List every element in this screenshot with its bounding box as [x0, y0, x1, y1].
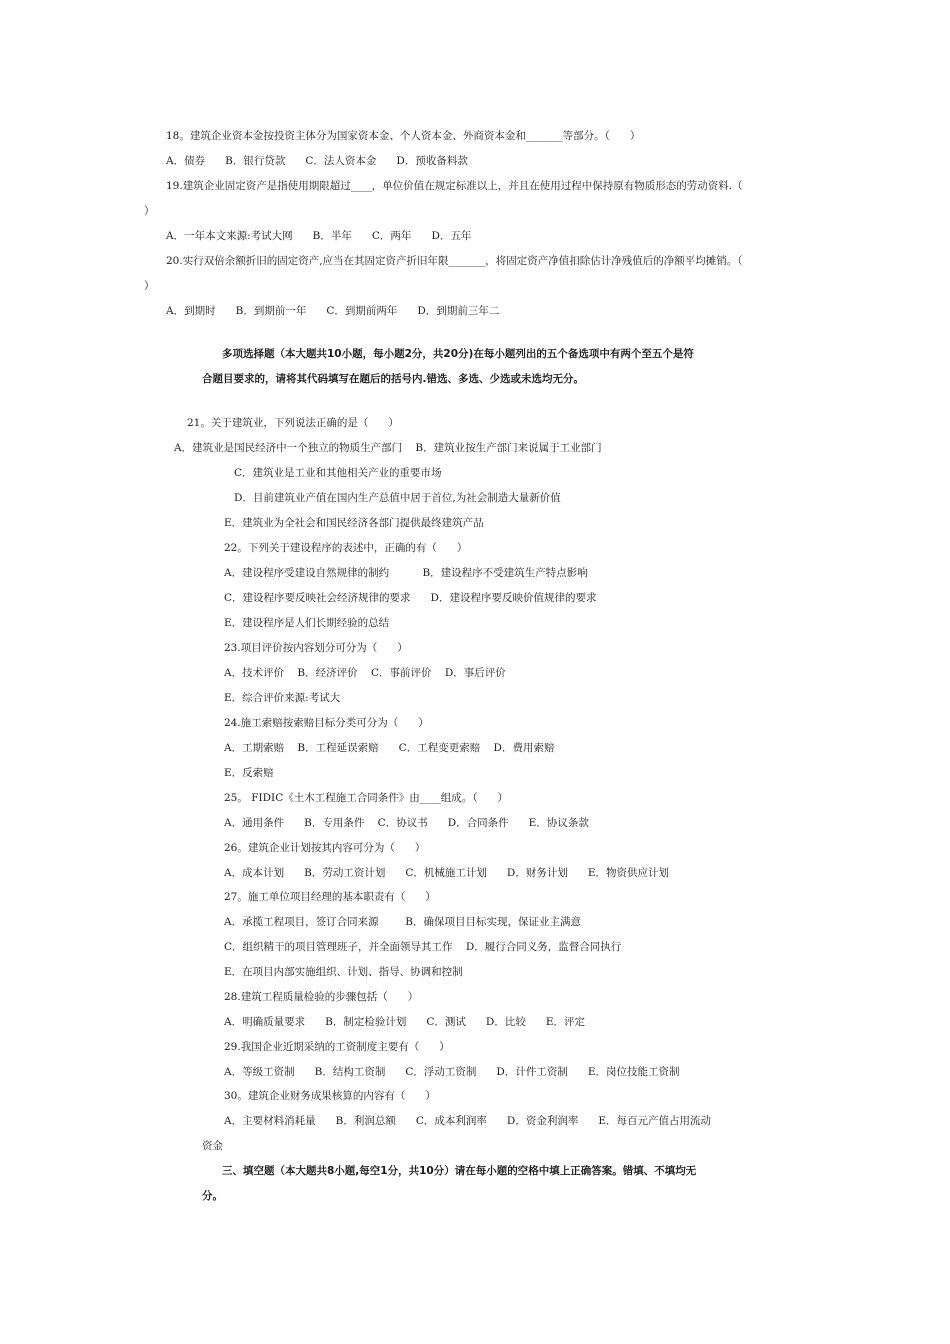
section-heading-multiple-choice-cont: 合题目要求的，请将其代码填写在题后的括号内.错选、多选、少选或未选均无分。 [202, 373, 584, 385]
section-heading-fill-blank-cont: 分。 [202, 1190, 223, 1202]
question-30: 30。建筑企业财务成果核算的内容有（ ） [224, 1090, 436, 1102]
question-24: 24.施工索赔按索赔目标分类可分为（ ） [224, 717, 429, 729]
question-22-option-cd: C．建设程序要反映社会经济规律的要求 D．建设程序要反映价值规律的要求 [224, 592, 597, 604]
question-27: 27。施工单位项目经理的基本职责有（ ） [224, 891, 436, 903]
question-26: 26。建筑企业计划按其内容可分为（ ） [224, 842, 426, 854]
question-28: 28.建筑工程质量检验的步骤包括（ ） [224, 991, 419, 1003]
question-21-option-c: C．建筑业是工业和其他相关产业的重要市场 [234, 467, 442, 479]
question-20: 20.实行双倍余额折旧的固定资产,应当在其固定资产折旧年限_______，将固定资产净值扣除估计净残值后的净额平均摊销。（ [166, 255, 743, 267]
question-27-option-cd: C．组织精干的项目管理班子，并全面领导其工作 D．履行合同义务，监督合同执行 [224, 941, 622, 953]
question-23-options: A．技术评价 B．经济评价 C．事前评价 D．事后评价 [224, 667, 506, 679]
section-heading-multiple-choice: 多项选择题（本大题共10小题，每小题2分，共20分)在每小题列出的五个备选项中有两个至五个是符 [222, 348, 694, 360]
question-22-option-ab: A．建设程序受建设自然规律的制约 B．建设程序不受建筑生产特点影响 [224, 567, 588, 579]
question-30-options-cont: 资金 [202, 1140, 223, 1152]
question-22: 22。下列关于建设程序的表述中，正确的有（ ） [224, 542, 468, 554]
question-21-option-d: D．目前建筑业产值在国内生产总值中居于首位,为社会制造大量新价值 [234, 492, 561, 504]
question-19-paren: ） [144, 205, 155, 217]
question-26-options: A．成本计划 B．劳动工资计划 C．机械施工计划 D．财务计划 E．物资供应计划 [224, 867, 670, 879]
question-21-option-ab: A．建筑业是国民经济中一个独立的物质生产部门 B．建筑业按生产部门来说属于工业部门 [174, 442, 602, 454]
question-20-paren: ） [144, 280, 155, 292]
question-19-options: A．一年本文来源:考试大网 B．半年 C．两年 D．五年 [166, 230, 472, 242]
question-25-options: A．通用条件 B．专用条件 C．协议书 D．合同条件 E．协议条款 [224, 817, 589, 829]
question-20-options: A．到期时 B．到期前一年 C．到期前两年 D．到期前三年二 [166, 305, 500, 317]
question-29: 29.我国企业近期采纳的工资制度主要有（ ） [224, 1041, 450, 1053]
question-22-option-e: E．建设程序是人们长期经验的总结 [224, 617, 390, 629]
question-19: 19.建筑企业固定资产是指使用期限超过____，单位价值在规定标准以上，并且在使用过程中保持原有物质形态的劳动资料.（ [166, 180, 743, 192]
question-24-option-e: E．反索赔 [224, 767, 274, 779]
section-heading-fill-blank: 三、填空题（本大题共8小题,每空1分，共10分）请在每小题的空格中填上正确答案。错填、不填均无 [222, 1165, 697, 1177]
question-27-option-e: E．在项目内部实施组织、计划、指导、协调和控制 [224, 966, 463, 978]
question-30-options: A．主要材料消耗量 B．利润总额 C．成本利润率 D．资金利润率 E．每百元产值占用流动 [224, 1115, 712, 1127]
question-24-options: A．工期索赔 B．工程延误索赔 C．工程变更索赔 D．费用索赔 [224, 742, 555, 754]
question-28-options: A．明确质量要求 B．制定检验计划 C．测试 D．比较 E．评定 [224, 1016, 586, 1028]
question-18: 18。建筑企业资本金按投资主体分为国家资本金、个人资本金、外商资本金和_______等部分。（ ） [166, 130, 641, 142]
question-29-options: A．等级工资制 B．结构工资制 C．浮动工资制 D．计件工资制 E．岗位技能工资制 [224, 1066, 680, 1078]
question-25: 25。 FIDIC《土木工程施工合同条件》由____组成。（ ） [224, 792, 509, 804]
question-21-option-e: E．建筑业为全社会和国民经济各部门提供最终建筑产品 [224, 517, 484, 529]
question-21: 21。关于建筑业，下列说法正确的是（ ） [187, 417, 399, 429]
question-23: 23.项目评价按内容划分可分为（ ） [224, 642, 408, 654]
question-23-option-e: E．综合评价来源:考试大 [224, 692, 341, 704]
question-18-options: A．债券 B．银行贷款 C．法人资本金 D．预收备料款 [166, 155, 468, 167]
question-27-option-ab: A．承揽工程项目，签订合同来源 B．确保项目目标实现，保证业主满意 [224, 916, 581, 928]
